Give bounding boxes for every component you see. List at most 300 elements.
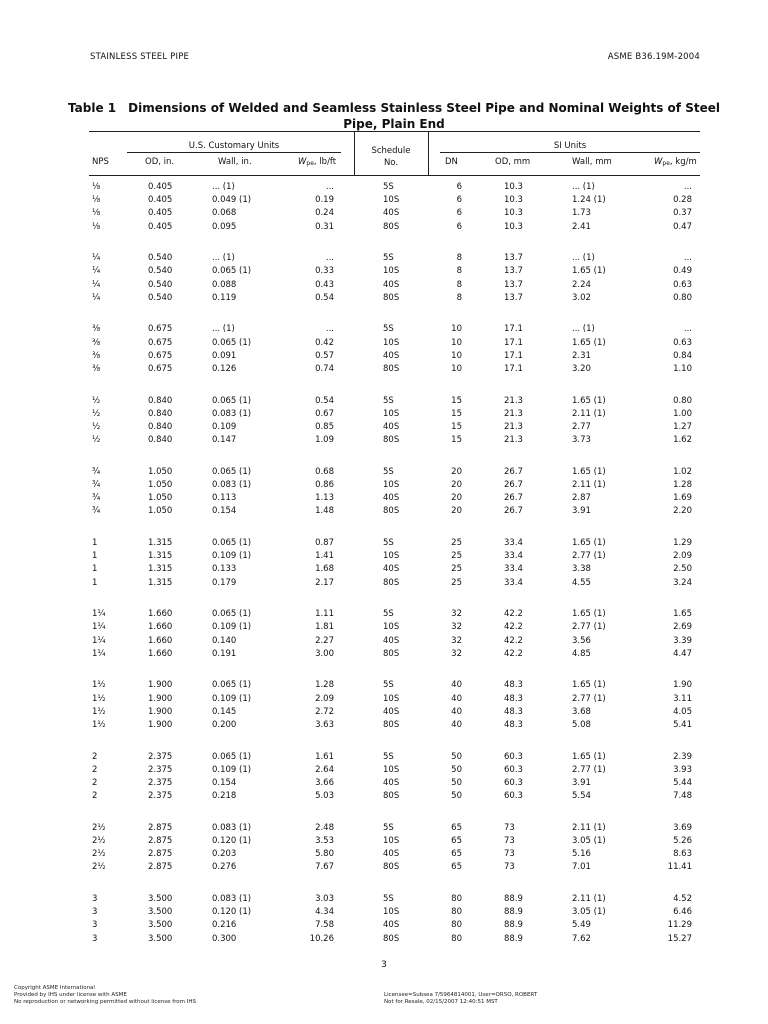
running-header-right: ASME B36.19M-2004 xyxy=(607,52,700,62)
schedule-cell: 80S xyxy=(383,364,400,374)
wall-mm-cell: 1.65 (1) xyxy=(572,751,606,762)
schedule-cell: 80S xyxy=(383,435,400,446)
od-mm-cell: 88.9 xyxy=(504,907,523,918)
wall-in-cell: 0.109 (1) xyxy=(212,764,252,775)
od-mm-cell: 33.4 xyxy=(504,577,523,588)
schedule-cell: 40S xyxy=(383,706,400,717)
dn-cell: 40 xyxy=(451,693,462,704)
schedule-cell: 80S xyxy=(383,506,400,517)
wall-in-cell: 0.095 xyxy=(212,221,237,232)
od-in-cell: 1.315 xyxy=(148,564,173,575)
od-in-cell: 2.375 xyxy=(148,791,173,802)
od-in-cell: 2.875 xyxy=(148,849,173,860)
schedule-cell: 10S xyxy=(383,408,400,419)
dn-cell: 25 xyxy=(451,538,462,548)
schedule-cell: 5S xyxy=(383,538,394,548)
dn-cell: 50 xyxy=(451,791,462,802)
dn-cell: 32 xyxy=(451,635,462,646)
wpe-lb-cell: 2.27 xyxy=(315,635,334,646)
wpe-kg-cell: ... xyxy=(683,182,692,192)
dn-cell: 25 xyxy=(451,577,462,588)
od-mm-cell: 48.3 xyxy=(504,693,523,704)
col-header-wpe-lb xyxy=(298,157,336,167)
wall-in-cell: 0.113 xyxy=(212,493,237,504)
wpe-subscript: pe xyxy=(662,160,670,167)
wall-mm-cell: 1.65 (1) xyxy=(572,680,606,691)
wall-mm-cell: 1.65 (1) xyxy=(572,466,606,477)
nps-cell: ½ xyxy=(92,422,101,432)
col-header-schedule-no: No. xyxy=(383,158,399,168)
od-mm-cell: 42.2 xyxy=(504,635,523,646)
wpe-kg-cell: 1.65 xyxy=(673,609,692,620)
od-mm-cell: 21.3 xyxy=(504,408,523,419)
nps-cell: ⅜ xyxy=(92,350,101,361)
od-mm-cell: 10.3 xyxy=(504,182,523,192)
dn-cell: 10 xyxy=(451,324,462,335)
table-title-text: Dimensions of Welded and Seamless Stainless Steel Pipe and Nominal Weights of Steel Pipe, Plain End xyxy=(128,101,720,131)
wpe-lb-cell: 2.09 xyxy=(315,693,334,704)
wall-in-cell: 0.191 xyxy=(212,648,237,659)
wpe-lb-cell: 2.48 xyxy=(315,822,334,833)
schedule-cell: 5S xyxy=(383,894,394,904)
wpe-kg-cell: 1.29 xyxy=(673,538,692,548)
od-mm-cell: 48.3 xyxy=(504,680,523,691)
dn-cell: 32 xyxy=(451,609,462,620)
wall-mm-cell: 3.05 (1) xyxy=(572,907,606,918)
dn-cell: 50 xyxy=(451,751,462,762)
nps-cell: ¾ xyxy=(92,493,101,504)
wpe-lb-cell: 2.64 xyxy=(315,764,334,775)
od-mm-cell: 88.9 xyxy=(504,894,523,904)
wall-mm-cell: 3.02 xyxy=(572,292,591,303)
od-in-cell: 2.375 xyxy=(148,764,173,775)
wall-mm-cell: 2.31 xyxy=(572,350,591,361)
wall-in-cell: 0.147 xyxy=(212,435,237,446)
col-header-wpe-kg xyxy=(654,157,697,167)
od-in-cell: 0.840 xyxy=(148,435,173,446)
schedule-cell: 10S xyxy=(383,764,400,775)
wall-mm-cell: 5.08 xyxy=(572,720,591,730)
wpe-kg-cell: 0.37 xyxy=(673,208,692,219)
dn-cell: 20 xyxy=(451,493,462,504)
wpe-lb-cell: 3.66 xyxy=(315,778,334,788)
schedule-cell: 80S xyxy=(383,221,400,232)
od-mm-cell: 26.7 xyxy=(504,480,523,490)
wall-mm-cell: 2.11 (1) xyxy=(572,894,606,904)
schedule-cell: 40S xyxy=(383,849,400,860)
schedule-cell: 10S xyxy=(383,693,400,704)
od-mm-cell: 73 xyxy=(504,862,515,873)
wpe-lb-cell: 0.67 xyxy=(315,408,334,419)
wall-mm-cell: 1.65 (1) xyxy=(572,337,606,348)
od-in-cell: 1.660 xyxy=(148,648,173,659)
nps-cell: ⅜ xyxy=(92,337,101,348)
wpe-lb-cell: 2.72 xyxy=(315,706,334,717)
od-in-cell: 1.315 xyxy=(148,538,173,548)
wall-in-cell: 0.179 xyxy=(212,577,237,588)
wpe-lb-cell: 3.00 xyxy=(315,648,334,659)
od-in-cell: 2.875 xyxy=(148,836,173,846)
dn-cell: 40 xyxy=(451,706,462,717)
schedule-cell: 5S xyxy=(383,395,394,406)
od-mm-cell: 33.4 xyxy=(504,564,523,575)
wpe-lb-cell: 0.24 xyxy=(315,208,334,219)
od-mm-cell: 17.1 xyxy=(504,324,523,335)
wall-mm-cell: 2.11 (1) xyxy=(572,822,606,833)
wpe-kg-cell: 0.49 xyxy=(673,266,692,277)
nps-cell: 2 xyxy=(92,764,98,775)
wpe-lb-cell: 7.58 xyxy=(315,920,334,931)
nps-cell: 1 xyxy=(92,551,98,562)
wpe-kg-cell: 2.20 xyxy=(673,506,692,517)
nps-cell: ¾ xyxy=(92,480,101,490)
wall-in-cell: 0.109 xyxy=(212,422,237,432)
nps-cell: 1¼ xyxy=(92,609,106,620)
col-header-wall-in: Wall, in. xyxy=(218,157,252,167)
wpe-lb-cell: 0.42 xyxy=(315,337,334,348)
si-units-heading: SI Units xyxy=(553,141,587,151)
schedule-cell: 10S xyxy=(383,836,400,846)
od-mm-cell: 42.2 xyxy=(504,609,523,620)
wall-mm-cell: 4.55 xyxy=(572,577,591,588)
schedule-cell: 10S xyxy=(383,337,400,348)
od-in-cell: 3.500 xyxy=(148,907,173,918)
od-mm-cell: 13.7 xyxy=(504,253,523,264)
od-in-cell: 0.405 xyxy=(148,208,173,219)
wpe-lb-cell: 1.81 xyxy=(315,622,334,633)
od-in-cell: 1.315 xyxy=(148,551,173,562)
wpe-lb-cell: 1.41 xyxy=(315,551,334,562)
wall-in-cell: 0.109 (1) xyxy=(212,693,252,704)
schedule-cell: 40S xyxy=(383,635,400,646)
wall-in-cell: 0.200 xyxy=(212,720,237,730)
wpe-symbol: W xyxy=(298,157,307,167)
wall-in-cell: 0.218 xyxy=(212,791,237,802)
nps-cell: 1¼ xyxy=(92,622,106,633)
wall-in-cell: 0.088 xyxy=(212,279,237,290)
od-mm-cell: 21.3 xyxy=(504,435,523,446)
od-in-cell: 0.405 xyxy=(148,195,173,206)
nps-cell: ⅛ xyxy=(92,208,101,219)
wpe-lb-cell: 1.48 xyxy=(315,506,334,517)
nps-cell: 1½ xyxy=(92,680,106,691)
footer-line: Provided by IHS under license with ASME xyxy=(14,992,127,998)
nps-cell: 3 xyxy=(92,907,98,918)
wpe-lb-cell: 3.53 xyxy=(315,836,334,846)
wall-in-cell: 0.065 (1) xyxy=(212,680,252,691)
wall-mm-cell: 3.73 xyxy=(572,435,591,446)
header-divider-right xyxy=(428,131,429,175)
od-in-cell: 3.500 xyxy=(148,894,173,904)
nps-cell: 3 xyxy=(92,894,98,904)
wpe-lb-cell: 4.34 xyxy=(315,907,334,918)
wpe-kg-cell: 0.63 xyxy=(673,279,692,290)
schedule-cell: 40S xyxy=(383,422,400,432)
wpe-kg-cell: 1.00 xyxy=(673,408,692,419)
wall-in-cell: 0.068 xyxy=(212,208,237,219)
od-in-cell: 3.500 xyxy=(148,920,173,931)
od-mm-cell: 33.4 xyxy=(504,551,523,562)
od-in-cell: 0.405 xyxy=(148,221,173,232)
wall-mm-cell: 1.65 (1) xyxy=(572,395,606,406)
schedule-cell: 5S xyxy=(383,253,394,264)
od-in-cell: 1.900 xyxy=(148,693,173,704)
wpe-symbol: W xyxy=(654,157,663,167)
wpe-kg-cell: 0.84 xyxy=(673,350,692,361)
schedule-cell: 40S xyxy=(383,350,400,361)
wpe-kg-cell: 4.05 xyxy=(673,706,692,717)
od-mm-cell: 42.2 xyxy=(504,648,523,659)
nps-cell: 2½ xyxy=(92,822,106,833)
od-mm-cell: 17.1 xyxy=(504,350,523,361)
nps-cell: ⅛ xyxy=(92,182,101,192)
dn-cell: 25 xyxy=(451,564,462,575)
wall-mm-cell: 1.65 (1) xyxy=(572,609,606,620)
wall-mm-cell: 2.11 (1) xyxy=(572,408,606,419)
od-in-cell: 0.675 xyxy=(148,324,173,335)
schedule-cell: 40S xyxy=(383,208,400,219)
schedule-cell: 40S xyxy=(383,279,400,290)
wpe-lb-cell: 0.54 xyxy=(315,292,334,303)
nps-cell: ½ xyxy=(92,408,101,419)
schedule-cell: 10S xyxy=(383,195,400,206)
schedule-cell: 80S xyxy=(383,791,400,802)
wall-in-cell: 0.065 (1) xyxy=(212,538,252,548)
nps-cell: 3 xyxy=(92,933,98,944)
dn-cell: 65 xyxy=(451,822,462,833)
wall-mm-cell: 2.24 xyxy=(572,279,591,290)
dn-cell: 65 xyxy=(451,849,462,860)
wpe-lb-cell: 0.86 xyxy=(315,480,334,490)
schedule-cell: 10S xyxy=(383,622,400,633)
wpe-lb-cell: ... xyxy=(325,253,334,264)
schedule-cell: 5S xyxy=(383,182,394,192)
footer-line: Licensee=Subsea 7/5964814001, User=ORSO, ROBERT xyxy=(384,992,538,998)
od-in-cell: 0.675 xyxy=(148,337,173,348)
wpe-kg-cell: ... xyxy=(683,324,692,335)
wall-mm-cell: 1.73 xyxy=(572,208,591,219)
wall-in-cell: 0.126 xyxy=(212,364,237,374)
dn-cell: 50 xyxy=(451,778,462,788)
wpe-lb-cell: 0.33 xyxy=(315,266,334,277)
od-mm-cell: 13.7 xyxy=(504,292,523,303)
od-mm-cell: 60.3 xyxy=(504,751,523,762)
wpe-kg-cell: 3.93 xyxy=(673,764,692,775)
wpe-kg-cell: 7.48 xyxy=(673,791,692,802)
wall-mm-cell: 7.62 xyxy=(572,933,591,944)
wpe-lb-cell: ... xyxy=(325,324,334,335)
od-in-cell: 2.875 xyxy=(148,862,173,873)
wall-in-cell: 0.300 xyxy=(212,933,237,944)
wall-in-cell: 0.083 (1) xyxy=(212,894,252,904)
wpe-kg-cell: 0.80 xyxy=(673,395,692,406)
od-mm-cell: 60.3 xyxy=(504,791,523,802)
nps-cell: 2 xyxy=(92,751,98,762)
wall-in-cell: ... (1) xyxy=(212,182,235,192)
od-mm-cell: 17.1 xyxy=(504,364,523,374)
wall-in-cell: 0.083 (1) xyxy=(212,822,252,833)
od-in-cell: 1.050 xyxy=(148,466,173,477)
nps-cell: ¾ xyxy=(92,466,101,477)
footer-line: Not for Resale, 02/15/2007 12:40:51 MST xyxy=(384,999,498,1005)
od-mm-cell: 42.2 xyxy=(504,622,523,633)
wpe-kg-cell: 15.27 xyxy=(667,933,692,944)
od-in-cell: 1.050 xyxy=(148,480,173,490)
dn-cell: 25 xyxy=(451,551,462,562)
dn-cell: 15 xyxy=(451,408,462,419)
col-header-od-in: OD, in. xyxy=(145,157,175,167)
running-header-left: STAINLESS STEEL PIPE xyxy=(90,52,190,62)
wall-in-cell: 0.083 (1) xyxy=(212,408,252,419)
page-number: 3 xyxy=(381,960,387,970)
wpe-kg-cell: 5.41 xyxy=(673,720,692,730)
col-header-od-mm: OD, mm xyxy=(495,157,531,167)
wpe-lb-cell: 3.03 xyxy=(315,894,334,904)
wall-in-cell: 0.065 (1) xyxy=(212,466,252,477)
dn-cell: 10 xyxy=(451,337,462,348)
nps-cell: 1 xyxy=(92,577,98,588)
dn-cell: 8 xyxy=(456,266,462,277)
table-number: Table 1 xyxy=(68,101,117,115)
wall-in-cell: ... (1) xyxy=(212,253,235,264)
dn-cell: 8 xyxy=(456,279,462,290)
nps-cell: 2 xyxy=(92,791,98,802)
wall-in-cell: 0.154 xyxy=(212,778,237,788)
wall-in-cell: 0.091 xyxy=(212,350,237,361)
schedule-cell: 80S xyxy=(383,292,400,303)
wpe-kg-cell: 1.28 xyxy=(673,480,692,490)
wall-in-cell: 0.145 xyxy=(212,706,237,717)
wpe-kg-cell: 2.39 xyxy=(673,751,692,762)
dn-cell: 20 xyxy=(451,506,462,517)
wall-mm-cell: 1.65 (1) xyxy=(572,266,606,277)
dn-cell: 40 xyxy=(451,720,462,730)
wpe-lb-cell: 1.28 xyxy=(315,680,334,691)
wpe-lb-cell: 1.61 xyxy=(315,751,334,762)
wpe-kg-cell: 2.09 xyxy=(673,551,692,562)
od-in-cell: 0.840 xyxy=(148,408,173,419)
dn-cell: 10 xyxy=(451,364,462,374)
wpe-kg-cell: 3.69 xyxy=(673,822,692,833)
wpe-lb-cell: 5.03 xyxy=(315,791,334,802)
od-mm-cell: 10.3 xyxy=(504,208,523,219)
wall-mm-cell: 3.91 xyxy=(572,778,591,788)
od-in-cell: 1.660 xyxy=(148,609,173,620)
wpe-lb-cell: 1.68 xyxy=(315,564,334,575)
od-in-cell: 0.675 xyxy=(148,350,173,361)
schedule-cell: 40S xyxy=(383,493,400,504)
dn-cell: 65 xyxy=(451,862,462,873)
table-top-rule xyxy=(89,131,700,132)
wall-in-cell: 0.216 xyxy=(212,920,237,931)
od-in-cell: 1.050 xyxy=(148,506,173,517)
wall-mm-cell: 3.56 xyxy=(572,635,591,646)
nps-cell: ¾ xyxy=(92,506,101,517)
wpe-kg-cell: 2.50 xyxy=(673,564,692,575)
schedule-cell: 10S xyxy=(383,907,400,918)
od-mm-cell: 10.3 xyxy=(504,195,523,206)
dn-cell: 40 xyxy=(451,680,462,691)
wall-mm-cell: 3.38 xyxy=(572,564,591,575)
dn-cell: 6 xyxy=(456,195,462,206)
wpe-kg-cell: ... xyxy=(683,253,692,264)
wall-in-cell: 0.120 (1) xyxy=(212,836,252,846)
dn-cell: 10 xyxy=(451,350,462,361)
wpe-kg-cell: 4.47 xyxy=(673,648,692,659)
us-group-rule xyxy=(127,152,341,153)
col-header-schedule: Schedule xyxy=(371,146,411,156)
wall-mm-cell: 1.24 (1) xyxy=(572,195,606,206)
wpe-kg-cell: 5.26 xyxy=(673,836,692,846)
wall-in-cell: 0.109 (1) xyxy=(212,551,252,562)
od-in-cell: 0.540 xyxy=(148,253,173,264)
od-in-cell: 0.675 xyxy=(148,364,173,374)
schedule-cell: 80S xyxy=(383,648,400,659)
od-in-cell: 1.900 xyxy=(148,706,173,717)
nps-cell: ¼ xyxy=(92,292,101,303)
od-mm-cell: 73 xyxy=(504,836,515,846)
dn-cell: 32 xyxy=(451,648,462,659)
od-mm-cell: 21.3 xyxy=(504,395,523,406)
od-mm-cell: 73 xyxy=(504,822,515,833)
wpe-lb-cell: 0.31 xyxy=(315,221,334,232)
od-in-cell: 1.900 xyxy=(148,720,173,730)
nps-cell: 1 xyxy=(92,538,98,548)
schedule-cell: 5S xyxy=(383,822,394,833)
wall-in-cell: 0.083 (1) xyxy=(212,480,252,490)
wall-in-cell: 0.065 (1) xyxy=(212,337,252,348)
od-in-cell: 0.840 xyxy=(148,422,173,432)
wall-in-cell: 0.154 xyxy=(212,506,237,517)
wpe-lb-cell: 7.67 xyxy=(315,862,334,873)
nps-cell: ¼ xyxy=(92,279,101,290)
wpe-kg-cell: 1.69 xyxy=(673,493,692,504)
od-mm-cell: 26.7 xyxy=(504,466,523,477)
wall-in-cell: 0.120 (1) xyxy=(212,907,252,918)
nps-cell: 1½ xyxy=(92,720,106,730)
od-in-cell: 0.540 xyxy=(148,279,173,290)
wall-in-cell: 0.140 xyxy=(212,635,237,646)
wpe-lb-cell: 1.13 xyxy=(315,493,334,504)
od-in-cell: 0.540 xyxy=(148,292,173,303)
wpe-lb-cell: 0.68 xyxy=(315,466,334,477)
wpe-kg-cell: 1.90 xyxy=(673,680,692,691)
wall-mm-cell: 2.77 xyxy=(572,422,591,432)
wpe-kg-cell: 4.52 xyxy=(673,894,692,904)
wpe-kg-cell: 3.11 xyxy=(673,693,692,704)
dn-cell: 15 xyxy=(451,435,462,446)
dn-cell: 6 xyxy=(456,182,462,192)
wall-in-cell: 0.203 xyxy=(212,849,237,860)
od-in-cell: 2.875 xyxy=(148,822,173,833)
wall-mm-cell: 2.11 (1) xyxy=(572,480,606,490)
od-in-cell: 0.840 xyxy=(148,395,173,406)
wpe-kg-cell: 5.44 xyxy=(673,778,692,788)
od-mm-cell: 48.3 xyxy=(504,720,523,730)
wpe-kg-cell: 2.69 xyxy=(673,622,692,633)
wall-mm-cell: ... (1) xyxy=(572,182,595,192)
wall-in-cell: ... (1) xyxy=(212,324,235,335)
wall-mm-cell: 3.91 xyxy=(572,506,591,517)
dn-cell: 80 xyxy=(451,933,462,944)
schedule-cell: 80S xyxy=(383,933,400,944)
wpe-kg-cell: 6.46 xyxy=(673,907,692,918)
dn-cell: 20 xyxy=(451,466,462,477)
header-divider-left xyxy=(354,131,355,175)
schedule-cell: 10S xyxy=(383,551,400,562)
wall-mm-cell: 2.77 (1) xyxy=(572,551,606,562)
schedule-cell: 40S xyxy=(383,564,400,575)
